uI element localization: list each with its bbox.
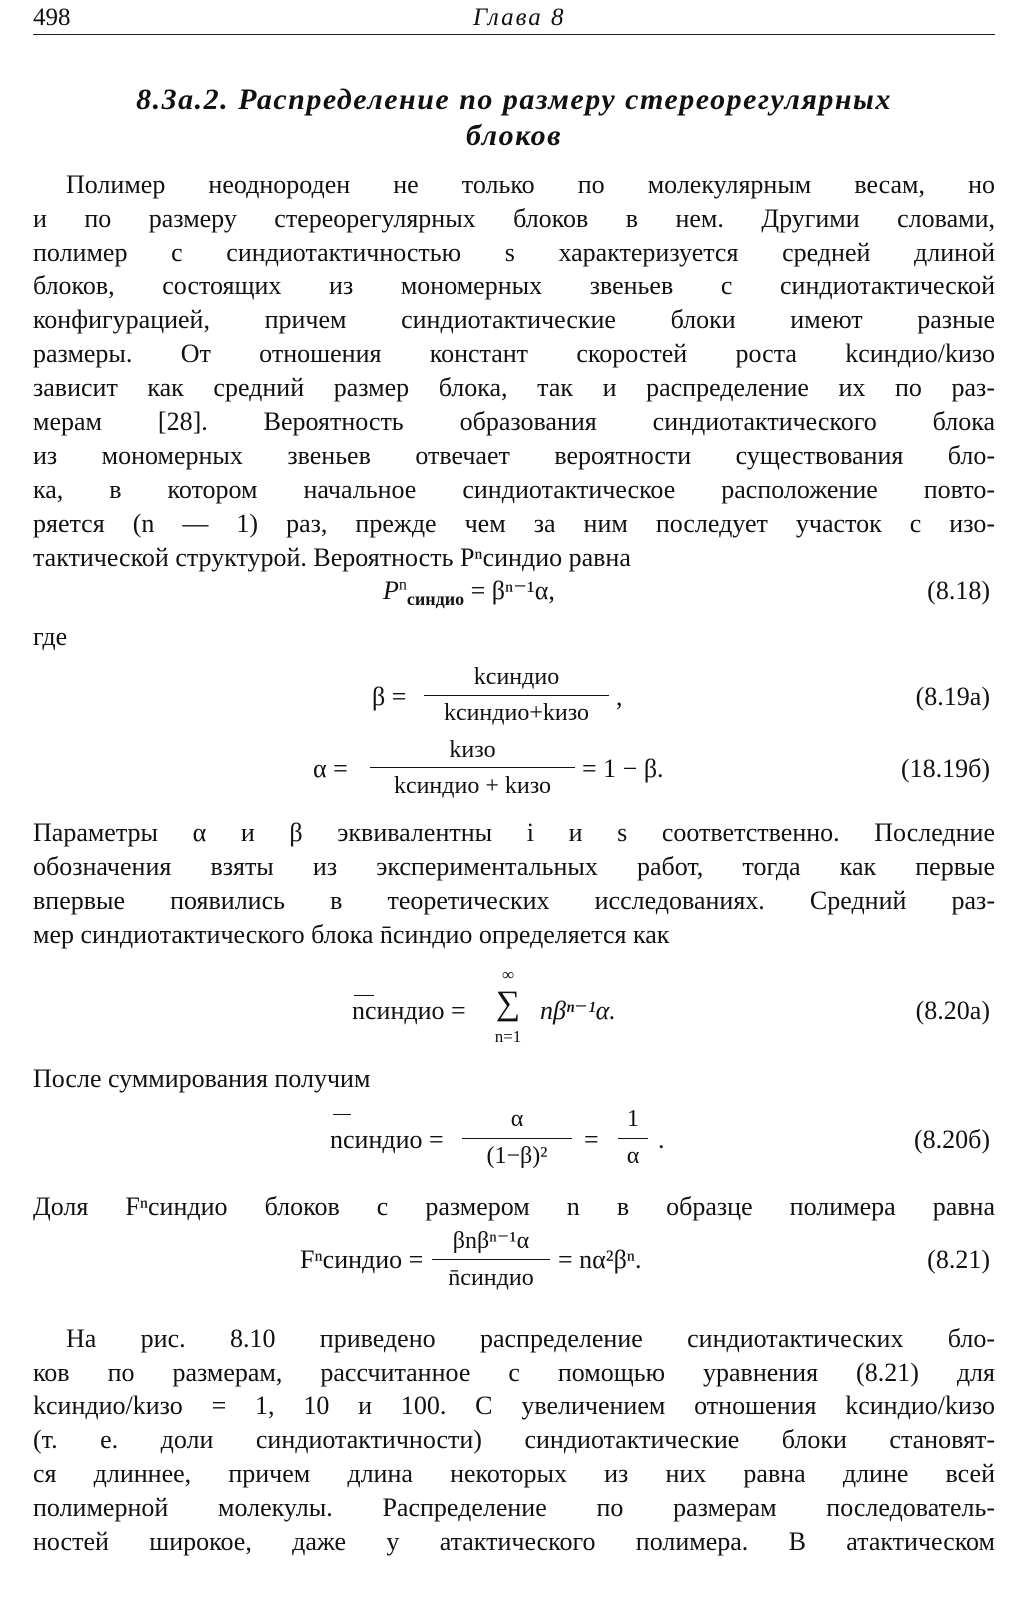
equation-number: (8.18) [927, 576, 990, 605]
eq-lhs: α = [313, 754, 348, 783]
paragraph-1-line: конфигурацией, причем синдиотактические блоки имеют разные [33, 305, 995, 334]
section-heading-line-1: 8.3а.2. Распределение по размеру стереорегулярных [136, 83, 892, 116]
paragraph-1-line: из мономерных звеньев отвечает вероятности существования бло- [33, 441, 995, 470]
eq-rhs: nβⁿ⁻¹α. [540, 996, 616, 1025]
sum-sign: ∑ [495, 985, 521, 1022]
eq-subscript: синдио [406, 589, 465, 610]
equation-number: (8.20б) [913, 1125, 990, 1154]
section-heading [33, 82, 995, 154]
equation-number: (8.21) [927, 1245, 990, 1274]
header-rule [33, 34, 995, 35]
equation-8-18 [383, 576, 555, 610]
fraction-numerator: kсиндио [473, 664, 560, 690]
sum-upper-limit: ∞ [501, 965, 515, 984]
paragraph-3-line: Доля Fⁿсиндио блоков с размером n в образце полимера равна [33, 1192, 995, 1221]
running-header [33, 4, 995, 32]
eq-symbol: P [383, 576, 399, 605]
eq-tail: = 1 − β. [582, 754, 664, 783]
eq-lhs: nсиндио = [352, 996, 466, 1025]
paragraph-1-line: ряется (n — 1) раз, прежде чем за ним последует участок с изо- [33, 509, 995, 538]
eq-lhs: nсиндио = [330, 1125, 444, 1154]
paragraph-2-line: мер синдиотактического блока n̄синдио определяется как [33, 920, 670, 949]
paragraph-1-line: зависит как средний размер блока, так и распределение их по раз- [33, 373, 995, 402]
fraction-bar [432, 1259, 550, 1260]
after-summation-text: После суммирования получим [33, 1064, 371, 1093]
paragraph-1-line: полимер с синдиотактичностью s характеризуется средней длиной [33, 238, 995, 267]
paragraph-4-line: (т. е. доли синдиотактичности) синдиотактические блоки становят- [33, 1425, 995, 1454]
paragraph-1-line: мерам [28]. Вероятность образования синдиотактического блока [33, 407, 995, 436]
paragraph-4-line: ся длиннее, причем длина некоторых из них равна длине всей [33, 1459, 995, 1488]
paragraph-1-line: блоков, состоящих из мономерных звеньев с синдиотактической [33, 271, 995, 300]
paragraph-2-line: Параметры α и β эквивалентны i и s соответственно. Последние [33, 818, 995, 847]
paragraph-4-line: ностей широкое, даже у атактического полимера. В атактическом [33, 1527, 995, 1556]
paragraph-1-line: и по размеру стереорегулярных блоков в нем. Другими словами, [33, 204, 995, 233]
paragraph-4-line: ков по размерам, рассчитанное с помощью уравнения (8.21) для [33, 1358, 995, 1387]
fraction-numerator: α [510, 1106, 524, 1132]
section-heading-line-2: блоков [465, 119, 563, 152]
fraction-denominator: kсиндио+kизо [443, 700, 590, 726]
fraction-numerator: βnβⁿ⁻¹α [452, 1228, 530, 1254]
eq-equals: = [584, 1125, 599, 1154]
eq-lhs: Fⁿсиндио = [300, 1245, 424, 1274]
mean-overline [333, 1114, 351, 1115]
fraction-denominator: kсиндио + kизо [393, 773, 552, 799]
eq-rhs: = nα²βⁿ. [558, 1245, 642, 1274]
chapter-title: Глава 8 [473, 4, 566, 31]
fraction-bar [370, 767, 575, 768]
equation-number: (8.20а) [915, 996, 990, 1025]
sum-lower-limit: n=1 [494, 1027, 522, 1046]
fraction-numerator: 1 [627, 1106, 639, 1132]
paragraph-4-line: На рис. 8.10 приведено распределение синдиотактических бло- [66, 1324, 995, 1353]
page-number: 498 [33, 4, 71, 31]
paragraph-1-line: ка, в котором начальное синдиотактическое расположение повто- [33, 475, 995, 504]
fraction-bar [424, 695, 609, 696]
eq-rhs: = βⁿ⁻¹α, [470, 576, 555, 605]
where-label: где [33, 622, 68, 651]
equation-number: (18.19б) [900, 754, 990, 783]
eq-lhs: β = [372, 682, 407, 711]
fraction-denominator: (1−β)² [486, 1143, 548, 1169]
paragraph-1-line: Полимер неоднороден не только по молекулярным весам, но [66, 170, 995, 199]
paragraph-1-line: размеры. От отношения констант скоростей роста kсиндио/kизо [33, 339, 995, 368]
paragraph-2-line: впервые появились в теоретических исследованиях. Средний раз- [33, 886, 995, 915]
fraction-denominator: α [626, 1143, 640, 1169]
paragraph-1-line: тактической структурой. Вероятность Pⁿсиндио равна [33, 543, 631, 572]
eq-tail: . [658, 1125, 665, 1154]
fraction-numerator: kизо [449, 737, 496, 763]
paragraph-4-line: kсиндио/kизо = 1, 10 и 100. С увеличением отношения kсиндио/kизо [33, 1391, 995, 1420]
eq-superscript: n [398, 576, 407, 594]
fraction-bar [618, 1138, 648, 1139]
equation-number: (8.19а) [915, 682, 990, 711]
paragraph-2-line: обозначения взяты из экспериментальных работ, тогда как первые [33, 852, 995, 881]
paragraph-4-line: полимерной молекулы. Распределение по размерам последователь- [33, 1493, 995, 1522]
eq-tail: , [616, 682, 623, 711]
fraction-denominator: n̄синдио [448, 1265, 534, 1291]
fraction-bar [462, 1138, 572, 1139]
